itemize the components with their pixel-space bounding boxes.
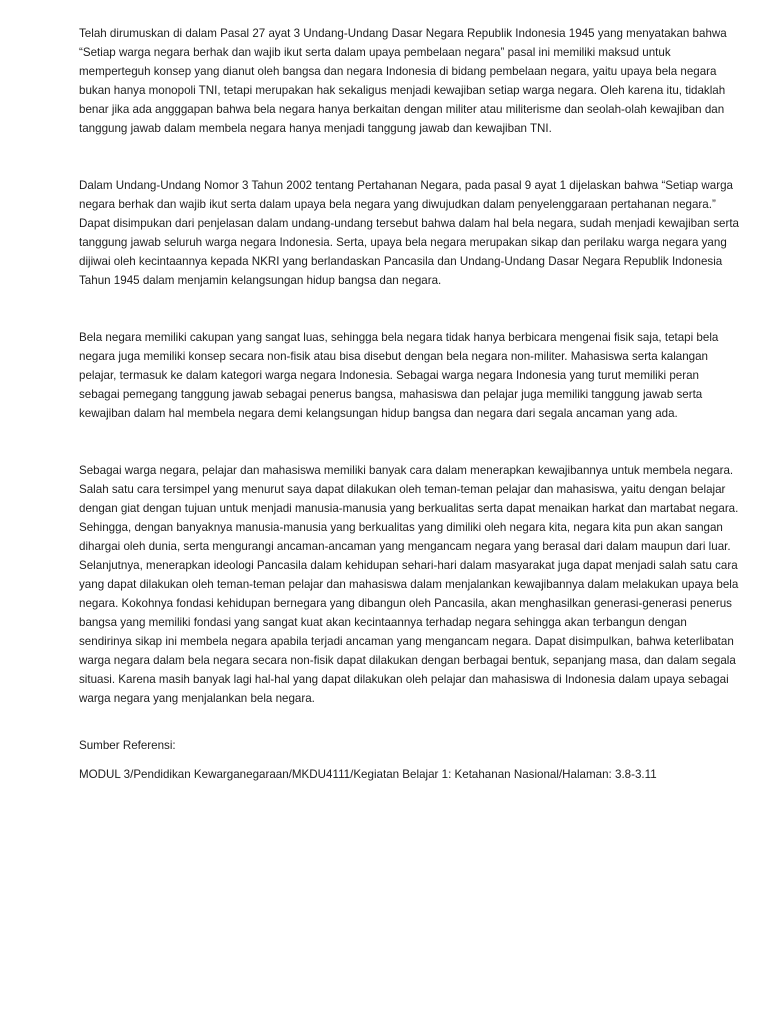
document-page (79, 24, 742, 784)
references-heading: Sumber Referensi: (79, 739, 176, 752)
paragraph-pasal-27: Telah dirumuskan di dalam Pasal 27 ayat 3 Undang-Undang Dasar Negara Republik Indonesia 1945 yang menyatakan bahwa “Setiap warga negara berhak dan wajib ikut serta dalam upaya pembelaan negara” pasal ini memiliki maksud untuk memperteguh konsep yang dianut oleh bangsa dan negara Indonesia di bidang pembelaan negara, yaitu upaya bela negara bukan hanya monopoli TNI, tetapi merupakan hak sekaligus menjadi kewajiban setiap warga negara. Oleh karena itu, tidaklah benar jika ada angggapan bahwa bela negara hanya berkaitan dengan militer atau militerisme dan seolah-olah kewajiban dan tanggung jawab dalam membela negara hanya menjadi tanggung jawab dan kewajiban TNI. (79, 27, 727, 135)
paragraph-cakupan-bela-negara: Bela negara memiliki cakupan yang sangat luas, sehingga bela negara tidak hanya berbicara mengenai fisik saja, tetapi bela negara juga memiliki konsep secara non-fisik atau bisa disebut dengan bela negara non-militer. Mahasiswa serta kalangan pelajar, termasuk ke dalam kategori warga negara Indonesia. Sebagai warga negara Indonesia yang turut memiliki peran sebagai pemegang tanggung jawab sebagai penerus bangsa, mahasiswa dan pelajar juga memiliki tanggung jawab serta kewajiban dalam hal membela negara demi kelangsungan hidup bangsa dan negara dari segala ancaman yang ada. (79, 331, 719, 420)
reference-entry: MODUL 3/Pendidikan Kewarganegaraan/MKDU4111/Kegiatan Belajar 1: Ketahanan Nasional/Halaman: 3.8-3.11 (79, 768, 657, 781)
paragraph-peran-pelajar: Sebagai warga negara, pelajar dan mahasiswa memiliki banyak cara dalam menerapkan kewajibannya untuk membela negara. Salah satu cara tersimpel yang menurut saya dapat dilakukan oleh teman-teman pelajar dan mahasiswa, yaitu dengan belajar dengan giat dengan tujuan untuk menjadi manusia-manusia yang berkualitas serta dapat menaikan harkat dan martabat negara. Sehingga, dengan banyaknya manusia-manusia yang berkualitas yang dimiliki oleh negara kita, negara kita pun akan sangan dihargai oleh dunia, serta mengurangi ancaman-ancaman yang mengancam negara yang berasal dari dalam maupun dari luar. Selanjutnya, menerapkan ideologi Pancasila dalam kehidupan sehari-hari dalam masyarakat juga dapat menjadi salah satu cara yang dapat dilakukan oleh teman-teman pelajar dan mahasiswa dalam menjalankan kewajibannya dalam melakukan upaya bela negara. Kokohnya fondasi kehidupan bernegara yang dibangun oleh Pancasila, akan menghasilkan generasi-generasi penerus bangsa yang memiliki fondasi yang sangat kuat akan kecintaannya terhadap negara sehingga akan terbangun dengan sendirinya sikap ini membela negara apabila terjadi ancaman yang mengancam negara. Dapat disimpulkan, bahwa keterlibatan warga negara dalam bela negara secara non-fisik dapat dilakukan dengan berbagai bentuk, sepanjang masa, dan dalam segala situasi. Karena masih banyak lagi hal-hal yang dapat dilakukan oleh pelajar dan mahasiswa di Indonesia dalam upaya sebagai warga negara yang menjalankan bela negara. (79, 464, 739, 705)
paragraph-uu-2002: Dalam Undang-Undang Nomor 3 Tahun 2002 tentang Pertahanan Negara, pada pasal 9 ayat 1 dijelaskan bahwa “Setiap warga negara berhak dan wajib ikut serta dalam upaya bela negara yang diwujudkan dalam penyelenggaraan pertahanan negara.” Dapat disimpukan dari penjelasan dalam undang-undang tersebut bahwa dalam hal bela negara, sudah menjadi kewajiban serta tanggung jawab seluruh warga negara Indonesia. Serta, upaya bela negara merupakan sikap dan perilaku warga negara yang dijiwai oleh kecintaannya kepada NKRI yang berlandaskan Pancasila dan Undang-Undang Dasar Negara Republik Indonesia Tahun 1945 dalam menjamin kelangsungan hidup bangsa dan negara. (79, 179, 739, 287)
